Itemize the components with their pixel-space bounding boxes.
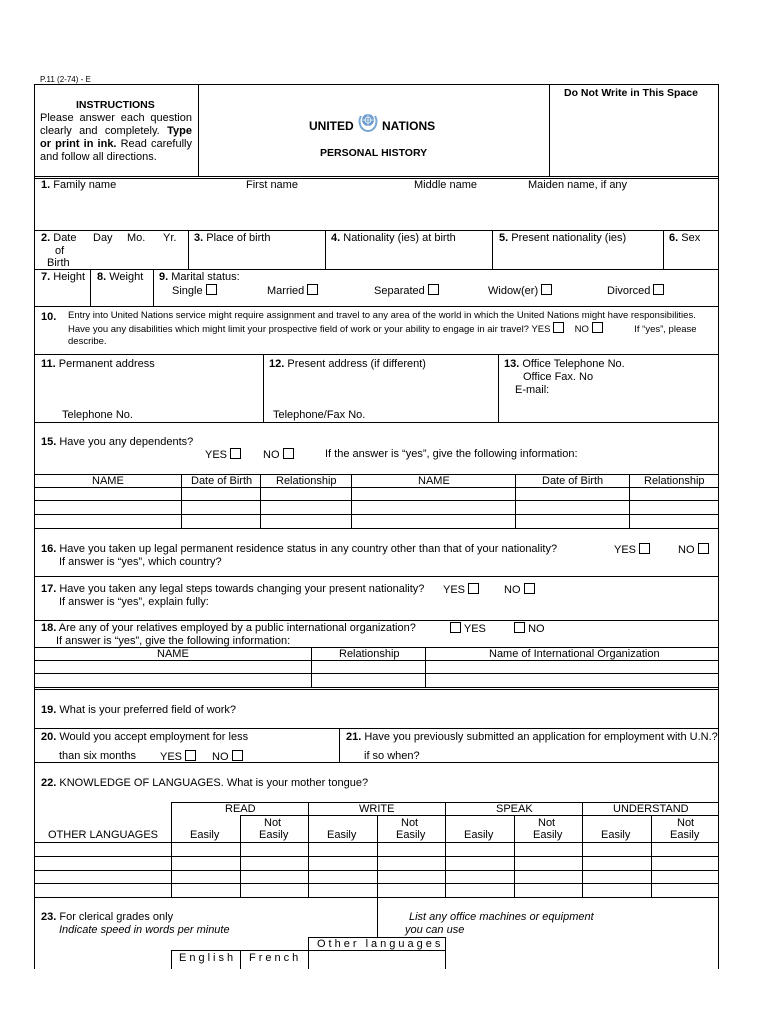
org-name-right: NATIONS — [382, 119, 436, 133]
q5-present-nationality-label: 5. Present nationality (ies) — [499, 232, 627, 244]
q2-day-label: Day — [93, 232, 113, 244]
q15-col-name-2: NAME — [418, 475, 450, 487]
marital-option-single[interactable]: Single — [172, 284, 217, 298]
q18-col-organization: Name of International Organization — [489, 648, 660, 660]
q18-yes-option[interactable]: YES — [450, 622, 486, 636]
q20-yes-option[interactable]: YES — [160, 750, 196, 764]
q23-english-header: English — [179, 952, 237, 964]
instructions-heading: INSTRUCTIONS — [76, 99, 155, 111]
q17-no-checkbox[interactable] — [524, 583, 535, 594]
q15-info-note: If the answer is “yes”, give the following information: — [325, 448, 578, 460]
q19-field-of-work-label: 19. What is your preferred field of work? — [41, 704, 237, 716]
q16-country-sub: If answer is “yes”, which country? — [59, 556, 222, 568]
widower-checkbox[interactable] — [541, 284, 552, 295]
q17-yes-checkbox[interactable] — [468, 583, 479, 594]
q15-dependents-label: 15. Have you any dependents? — [41, 436, 194, 448]
q15-no-option[interactable]: NO — [263, 448, 294, 462]
q16-no-option[interactable]: NO — [678, 543, 709, 557]
q23-use-label: you can use — [405, 924, 465, 936]
q12-telephone-fax-label: Telephone/Fax No. — [273, 409, 366, 421]
q22-speak-not-easily: Easily — [533, 829, 563, 841]
q17-nationality-change-label: 17. Have you taken any legal steps towards changing your present nationality? — [41, 583, 425, 595]
q20-no-option[interactable]: NO — [212, 750, 243, 764]
q22-speak-not-label: Not — [538, 817, 556, 829]
q1-middle-name-label: Middle name — [414, 179, 477, 191]
q15-col-dob-2: Date of Birth — [542, 475, 604, 487]
q15-col-relationship-2: Relationship — [644, 475, 705, 487]
q18-col-relationship: Relationship — [339, 648, 400, 660]
q13-office-fax-label: Office Fax. No — [523, 371, 594, 383]
q1-maiden-name-label: Maiden name, if any — [528, 179, 628, 191]
q11-telephone-label: Telephone No. — [62, 409, 133, 421]
q22-write-easily: Easily — [327, 829, 357, 841]
q10-question-text: Entry into United Nations service might require assignment and travel to any area of the world in which the United Nations might have responsibilities. Have you any disabilities which might limit your prospective field of work or your ability to engage in air travel? YES NO If “yes”, please describe. — [68, 310, 697, 347]
q23-machines-label: List any office machines or equipment — [409, 911, 594, 923]
q2-year-label: Yr. — [163, 232, 177, 244]
instructions-text: Please answer each question clearly and completely. Type or print in ink. Read carefully and follow all directions. — [40, 112, 192, 163]
marital-option-married[interactable]: Married — [267, 284, 318, 298]
q17-explain-sub: If answer is “yes”, explain fully: — [59, 596, 209, 608]
q22-write-header: WRITE — [359, 803, 395, 815]
q20-duration-label: than six months — [59, 750, 137, 762]
single-checkbox[interactable] — [206, 284, 217, 295]
q2-date-label: 2. Date — [41, 232, 77, 244]
q22-understand-easily: Easily — [601, 829, 631, 841]
q18-col-name: NAME — [157, 648, 189, 660]
q15-yes-option[interactable]: YES — [205, 448, 241, 462]
q22-languages-label: 22. KNOWLEDGE OF LANGUAGES. What is your mother tongue? — [41, 777, 369, 789]
q1-first-name-label: First name — [246, 179, 298, 191]
q22-read-easily: Easily — [190, 829, 220, 841]
marital-option-separated[interactable]: Separated — [374, 284, 439, 298]
office-use-note: Do Not Write in This Space — [564, 87, 698, 99]
q20-yes-checkbox[interactable] — [185, 750, 196, 761]
q10-no-checkbox[interactable] — [592, 322, 603, 333]
q18-yes-checkbox[interactable] — [450, 622, 461, 633]
q3-place-of-birth-label: 3. Place of birth — [194, 232, 271, 244]
q2-birth-label: Birth — [47, 257, 70, 269]
q22-write-not-easily: Easily — [396, 829, 426, 841]
q6-sex-label: 6. Sex — [669, 232, 701, 244]
q23-other-languages-header: Other languages — [317, 938, 444, 950]
q11-permanent-address-label: 11. Permanent address — [41, 358, 155, 370]
q22-read-not-label: Not — [264, 817, 282, 829]
q8-weight-label: 8. Weight — [97, 271, 144, 283]
q2-of-label: of — [55, 245, 65, 257]
q9-marital-status-label: 9. Marital status: — [159, 271, 240, 283]
q22-write-not-label: Not — [401, 817, 419, 829]
q2-month-label: Mo. — [127, 232, 146, 244]
form-code: P.11 (2-74) - E — [40, 75, 91, 84]
q20-employment-label: 20. Would you accept employment for less — [41, 731, 249, 743]
q1-family-name-label: 1. Family name — [41, 179, 117, 191]
married-checkbox[interactable] — [307, 284, 318, 295]
q4-nationality-at-birth-label: 4. Nationality (ies) at birth — [331, 232, 456, 244]
divorced-checkbox[interactable] — [653, 284, 664, 295]
q20-no-checkbox[interactable] — [232, 750, 243, 761]
q23-speed-label: Indicate speed in words per minute — [59, 924, 230, 936]
q22-understand-not-easily: Easily — [670, 829, 700, 841]
marital-option-widower[interactable]: Widow(er) — [488, 284, 552, 298]
q22-speak-easily: Easily — [464, 829, 494, 841]
form-title: PERSONAL HISTORY — [320, 147, 428, 159]
q18-no-option[interactable]: NO — [514, 622, 545, 636]
un-emblem-icon — [357, 110, 379, 132]
q22-other-languages-label: OTHER LANGUAGES — [48, 829, 159, 841]
q15-col-name-1: NAME — [92, 475, 124, 487]
q16-residence-label: 16. Have you taken up legal permanent residence status in any country other than that of your nationality? — [41, 543, 558, 555]
separated-checkbox[interactable] — [428, 284, 439, 295]
q23-clerical-label: 23. For clerical grades only — [41, 911, 174, 923]
q23-french-header: French — [249, 952, 302, 964]
q16-yes-checkbox[interactable] — [639, 543, 650, 554]
q10-yes-checkbox[interactable] — [553, 322, 564, 333]
q13-email-label: E-mail: — [515, 384, 550, 396]
q22-speak-header: SPEAK — [496, 803, 533, 815]
q18-no-checkbox[interactable] — [514, 622, 525, 633]
q22-understand-not-label: Not — [677, 817, 695, 829]
q15-col-relationship-1: Relationship — [276, 475, 337, 487]
marital-option-divorced[interactable]: Divorced — [607, 284, 664, 298]
q7-height-label: 7. Height — [41, 271, 86, 283]
q15-yes-checkbox[interactable] — [230, 448, 241, 459]
q22-read-header: READ — [225, 803, 256, 815]
q15-col-dob-1: Date of Birth — [191, 475, 253, 487]
q18-info-sub: If answer is “yes”, give the following information: — [56, 635, 291, 647]
q16-no-checkbox[interactable] — [698, 543, 709, 554]
q21-when-sub: if so when? — [364, 750, 420, 762]
q17-no-option[interactable]: NO — [504, 583, 535, 597]
q12-present-address-label: 12. Present address (if different) — [269, 358, 426, 370]
q17-yes-option[interactable]: YES — [443, 583, 479, 597]
q21-previous-application-label: 21. Have you previously submitted an application for employment with U.N.? — [346, 731, 718, 743]
org-name-left: UNITED — [309, 119, 354, 133]
q16-yes-option[interactable]: YES — [614, 543, 650, 557]
q15-no-checkbox[interactable] — [283, 448, 294, 459]
q10-number: 10. — [41, 311, 57, 323]
q22-understand-header: UNDERSTAND — [613, 803, 689, 815]
q18-relatives-label: 18. Are any of your relatives employed by a public international organization? — [41, 622, 416, 634]
q13-office-telephone-label: 13. Office Telephone No. — [504, 358, 625, 370]
q22-read-not-easily: Easily — [259, 829, 289, 841]
